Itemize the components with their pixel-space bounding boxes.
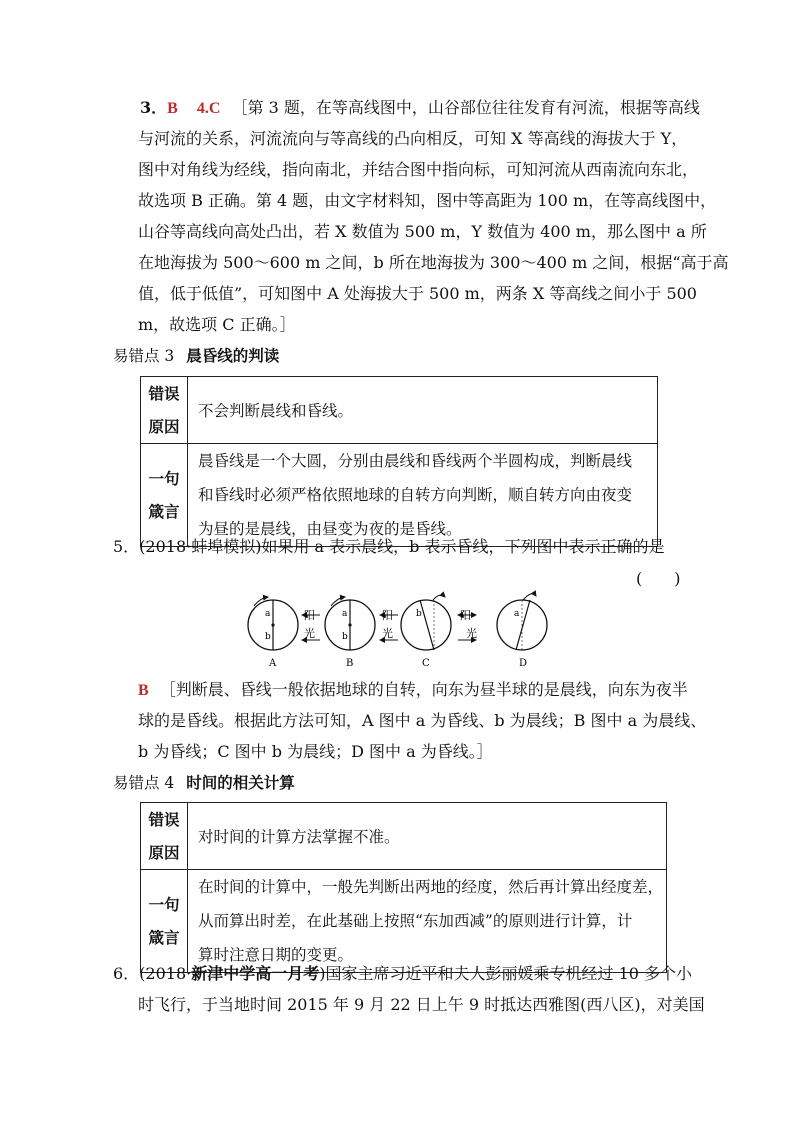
option-b-diagram [325, 597, 375, 669]
option-a-label: A [269, 658, 277, 669]
error-cause-label: 错误 原因 [141, 377, 188, 444]
option-d-diagram [497, 594, 547, 669]
answer-3-letter: B [167, 100, 178, 117]
question-5-stem: 5．(2018·蚌埠模拟)如果用 a 表示晨线，b 表示昏线，下列图中表示正确的是 [113, 537, 665, 556]
answer-3-4-line-6: 在地海拔为 500～600 m 之间，b 所在地海拔为 300～400 m 之间，根据“高于高 [138, 253, 729, 272]
option-a-diagram [248, 597, 298, 669]
motto-text: 在时间的计算中，一般先判断出两地的经度，然后再计算出经度差， 从而算出时差，在此基础上按照“东加西减”的原则进行计算，计 算时注意日期的变更。 [188, 870, 667, 973]
answer-5-line-2: 球的是昏线。根据此方法可知，A 图中 a 为昏线、b 为晨线；B 图中 a 为晨线、 [138, 711, 707, 730]
answer-4-letter: 4.C [196, 100, 221, 117]
svg-text:a: a [342, 609, 348, 619]
sunlight-label-2b: 光 [382, 627, 393, 640]
error-cause-text: 对时间的计算方法掌握不准。 [188, 803, 667, 870]
motto-label: 一句 箴言 [141, 870, 188, 973]
answer-3-4-line-1: 3．B 4.C ［第 3 题，在等高线图中，山谷部位往往发育有河流，根据等高线 [140, 98, 700, 117]
error-cause-label: 错误 原因 [141, 803, 188, 870]
error-point-3-table [140, 376, 658, 547]
sunlight-label-2a: 阳 [382, 609, 393, 622]
answer-3-4-line-2: 与河流的关系，河流流向与等高线的凸向相反，可知 X 等高线的海拔大于 Y， [138, 129, 688, 148]
svg-text:b: b [342, 632, 348, 642]
error-point-4-heading: 易错点 4 时间的相关计算 [113, 773, 295, 792]
error-cause-text: 不会判断晨线和昏线。 [188, 377, 658, 444]
sunlight-label-3a: 阳 [460, 609, 471, 622]
answer-3-4-line-5: 山谷等高线向高处凸出，若 X 数值为 500 m，Y 数值为 400 m，那么图中 a 所 [138, 222, 707, 241]
sunlight-label-1a: 阳 [304, 609, 315, 622]
answer-3-4-line-3: 图中对角线为经线，指向南北，并结合图中指向标，可知河流从西南流向东北， [138, 160, 699, 179]
error-point-3-heading: 易错点 3 晨昏线的判读 [113, 346, 280, 365]
option-c-diagram [401, 595, 451, 669]
option-d-label: D [519, 658, 528, 669]
question-6-line-1: 6．(2018·新津中学高一月考)国家主席习近平和夫人彭丽媛乘专机经过 10 多个小 [113, 964, 693, 983]
answer-3-4-line-7: 值，低于低值”，可知图中 A 处海拔大于 500 m，两条 X 等高线之间小于 500 [138, 284, 697, 303]
terminator-figure [240, 588, 560, 672]
svg-text:b: b [265, 632, 271, 642]
answer-5-line-3: b 为昏线；C 图中 b 为晨线；D 图中 a 为昏线。］ [138, 742, 493, 761]
svg-text:a: a [514, 609, 520, 619]
motto-text: 晨昏线是一个大圆，分别由晨线和昏线两个半圆构成，判断晨线 和昏线时必须严格依照地球的自转方向判断，顺自转方向由夜变 为昼的是晨线，由昼变为夜的是昏线。 [188, 444, 658, 547]
option-b-label: B [346, 658, 354, 669]
question-6-source: 新津中学高一月考 [191, 964, 320, 983]
question-6-line-2: 时飞行，于当地时间 2015 年 9 月 22 日上午 9 时抵达西雅图(西八区)，对美国 [138, 995, 705, 1014]
answer-paren: ( ) [636, 569, 681, 588]
answer-5-line-1: B ［判断晨、昏线一般依据地球的自转，向东为昼半球的是晨线，向东为夜半 [138, 680, 688, 699]
answer-3-4-line-8: m，故选项 C 正确。］ [138, 315, 296, 334]
answer-3-4-line-4: 故选项 B 正确。第 4 题，由文字材料知，图中等高距为 100 m，在等高线图中， [138, 191, 717, 210]
option-c-label: C [422, 658, 430, 669]
error-point-4-table [140, 802, 667, 973]
motto-label: 一句 箴言 [141, 444, 188, 547]
sunlight-label-3b: 光 [466, 627, 477, 640]
sunlight-label-1b: 光 [304, 627, 315, 640]
svg-text:a: a [265, 609, 271, 619]
answer-5-letter: B [138, 682, 149, 699]
svg-text:b: b [416, 609, 422, 619]
